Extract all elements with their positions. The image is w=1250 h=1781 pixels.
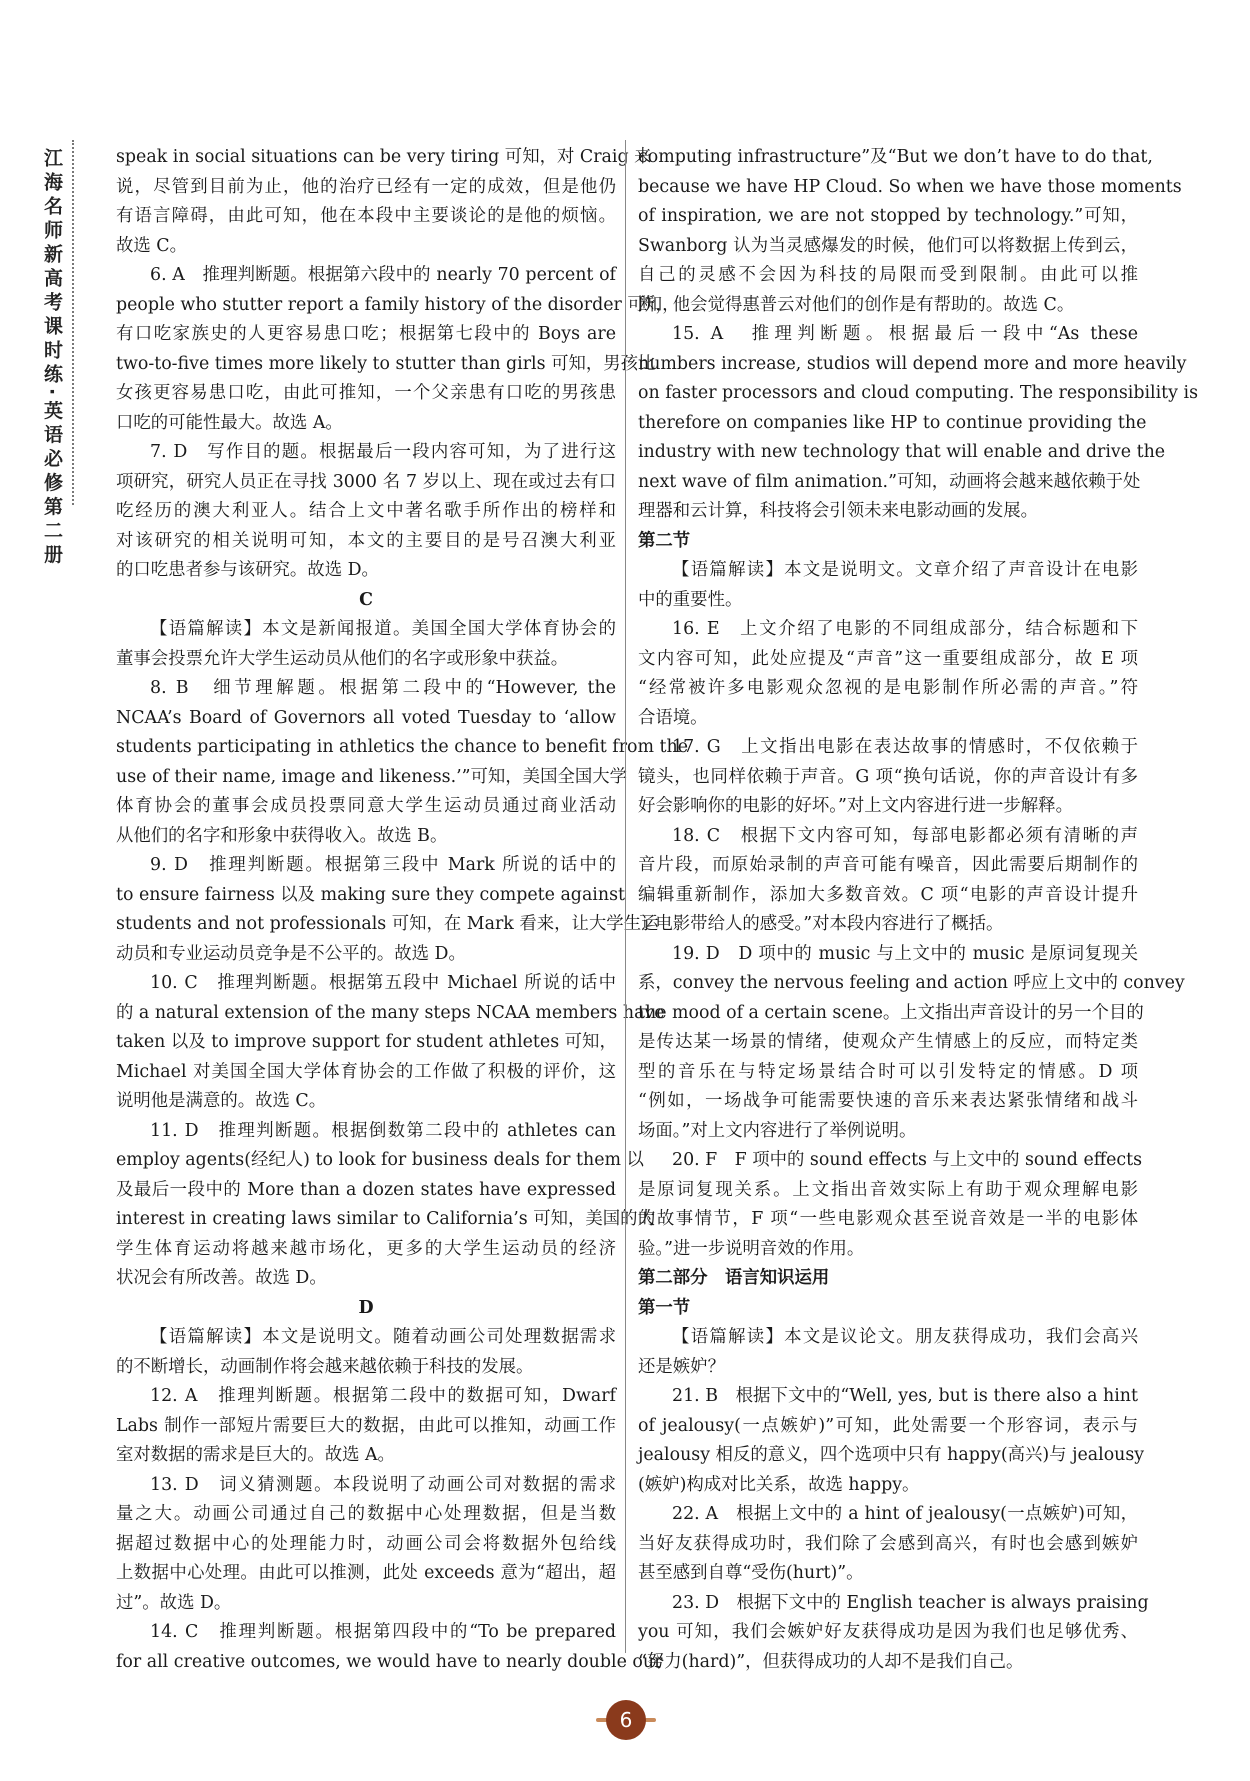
text-line: 断，他会觉得惠普云对他们的创作是有帮助的。故选 C。 xyxy=(638,294,1075,315)
text-line: 上数据中心处理。由此可以推测，此处 exceeds 意为“超出，超 xyxy=(116,1563,616,1583)
text-line: of inspiration, we are not stopped by technology.”可知， xyxy=(638,206,1138,226)
text-line: 有口吃家族史的人更容易患口吃；根据第七段中的 Boys are xyxy=(116,324,616,344)
text-line: 是原词复现关系。上文指出音效实际上有助于观众理解电影 xyxy=(638,1179,1138,1200)
text-line: 21. B 根据下文中的“Well, yes, but is there also a hint xyxy=(672,1386,1138,1406)
text-line: students participating in athletics the chance to benefit from the xyxy=(116,737,689,757)
text-line: industry with new technology that will enable and drive the xyxy=(638,442,1166,462)
page-number: 6 xyxy=(606,1700,646,1740)
text-line: interest in creating laws similar to California’s 可知，美国的大 xyxy=(116,1209,655,1229)
column-divider xyxy=(625,140,626,1653)
text-line: 第二节 xyxy=(638,530,691,551)
text-line: employ agents(经纪人) to look for business deals for them 以 xyxy=(116,1150,644,1170)
text-line: 口吃的可能性最大。故选 A。 xyxy=(116,412,343,433)
text-line: 22. A 根据上文中的 a hint of jealousy(一点嫉妒)可知， xyxy=(672,1504,1138,1524)
text-line: 型的音乐在与特定场景结合时可以引发特定的情感。D 项 xyxy=(638,1061,1138,1082)
text-line: on faster processors and cloud computing. The responsibility is xyxy=(638,383,1198,403)
text-line: 项研究，研究人员正在寻找 3000 名 7 岁以上、现在或过去有口 xyxy=(116,471,616,492)
text-line: numbers increase, studios will depend more and more heavily xyxy=(638,353,1187,374)
text-line: NCAA’s Board of Governors all voted Tuesday to ‘allow xyxy=(116,707,616,728)
text-line: Swanborg 认为当灵感爆发的时候，他们可以将数据上传到云， xyxy=(638,235,1138,256)
text-line: Michael 对美国全国大学体育协会的工作做了积极的评价，这 xyxy=(116,1061,616,1082)
text-line: 自己的灵感不会因为科技的局限而受到限制。由此可以推 xyxy=(638,265,1138,285)
text-line: 董事会投票允许大学生运动员从他们的名字或形象中获益。 xyxy=(116,648,569,669)
text-line: 17. G 上文指出电影在表达故事的情感时，不仅依赖于 xyxy=(672,737,1138,757)
text-line: for all creative outcomes, we would have to nearly double our xyxy=(116,1651,663,1672)
text-line: 中的重要性。 xyxy=(638,589,743,610)
text-line: 15. A 推理判断题。根据最后一段中“As these xyxy=(672,324,1138,344)
text-line: 的故事情节，F 项“一些电影观众甚至说音效是一半的电影体 xyxy=(638,1209,1138,1229)
text-line: 8. B 细节理解题。根据第二段中的“However, the xyxy=(150,678,616,698)
text-line: 状况会有所改善。故选 D。 xyxy=(116,1268,327,1288)
text-line: 了电影带给人的感受。”对本段内容进行了概括。 xyxy=(638,914,1004,934)
text-line: 吃经历的澳大利亚人。结合上文中著名歌手所作出的榜样和 xyxy=(116,501,616,521)
text-line: 7. D 写作目的题。根据最后一段内容可知，为了进行这 xyxy=(150,442,616,462)
text-line: 过”。故选 D。 xyxy=(116,1592,232,1613)
text-line: people who stutter report a family history of the disorder 可知， xyxy=(116,294,680,315)
text-line: D xyxy=(358,1297,374,1318)
side-dotted-rule xyxy=(72,140,74,505)
text-line: 12. A 推理判断题。根据第二段中的数据可知，Dwarf xyxy=(150,1386,616,1406)
text-line: (嫉妒)构成对比关系，故选 happy。 xyxy=(638,1474,920,1495)
text-line: 据超过数据中心的处理能力时，动画公司会将数据外包给线 xyxy=(116,1533,616,1554)
text-line: 从他们的名字和形象中获得收入。故选 B。 xyxy=(116,825,448,846)
text-line: 【语篇解读】本文是说明文。文章介绍了声音设计在电影 xyxy=(672,560,1138,580)
text-line: 6. A 推理判断题。根据第六段中的 nearly 70 percent of xyxy=(150,265,616,285)
text-line: 第一节 xyxy=(638,1297,691,1318)
text-line: use of their name, image and likeness.’”可知，美国全国大学 xyxy=(116,766,628,787)
text-line: 体育协会的董事会成员投票同意大学生运动员通过商业活动 xyxy=(116,796,616,816)
text-line: 有语言障碍，由此可知，他在本段中主要谈论的是他的烦恼。 xyxy=(116,206,616,226)
text-line: 19. D D 项中的 music 与上文中的 music 是原词复现关 xyxy=(672,943,1138,964)
text-line: students and not professionals 可知，在 Mark 看来，让大学生运 xyxy=(116,914,659,934)
text-line: 16. E 上文介绍了电影的不同组成部分，结合标题和下 xyxy=(672,619,1138,639)
text-line: the mood of a certain scene。上文指出声音设计的另一个目的 xyxy=(638,1002,1144,1023)
text-line: 镜头，也同样依赖于声音。G 项“换句话说，你的声音设计有多 xyxy=(638,766,1138,787)
text-line: 故选 C。 xyxy=(116,235,188,256)
text-line: 11. D 推理判断题。根据倒数第二段中的 athletes can xyxy=(150,1120,616,1141)
text-line: 20. F F 项中的 sound effects 与上文中的 sound effects xyxy=(672,1150,1143,1170)
text-line: 动员和专业运动员竞争是不公平的。故选 D。 xyxy=(116,943,466,964)
text-line: of jealousy(一点嫉妒)”可知，此处需要一个形容词，表示与 xyxy=(638,1415,1138,1436)
text-line: 学生体育运动将越来越市场化，更多的大学生运动员的经济 xyxy=(116,1238,616,1259)
text-line: taken 以及 to improve support for student athletes 可知， xyxy=(116,1032,617,1052)
text-line: 合语境。 xyxy=(638,707,708,728)
text-line: 13. D 词义猜测题。本段说明了动画公司对数据的需求 xyxy=(150,1474,616,1495)
text-line: “例如，一场战争可能需要快速的音乐来表达紧张情绪和战斗 xyxy=(638,1091,1138,1111)
text-line: speak in social situations can be very tiring 可知，对 Craig 来 xyxy=(116,147,652,167)
text-line: 文内容可知，此处应提及“声音”这一重要组成部分，故 E 项 xyxy=(638,648,1138,669)
side-title: 江海名师新高考课时练·英语必修第二册 xyxy=(41,148,63,569)
text-line: 好会影响你的电影的好坏。”对上文内容进行进一步解释。 xyxy=(638,796,1073,816)
text-line: 室对数据的需求是巨大的。故选 A。 xyxy=(116,1445,395,1465)
text-line: 系，convey the nervous feeling and action 呼应上文中的 convey xyxy=(638,973,1185,993)
text-line: 23. D 根据下文中的 English teacher is always praising xyxy=(672,1592,1149,1613)
text-line: 【语篇解读】本文是说明文。随着动画公司处理数据需求 xyxy=(150,1327,616,1347)
text-line: Labs 制作一部短片需要巨大的数据，由此可以推知，动画工作 xyxy=(116,1415,616,1436)
text-line: 说，尽管到目前为止，他的治疗已经有一定的成效，但是他仍 xyxy=(116,176,616,197)
text-line: 的口吃患者参与该研究。故选 D。 xyxy=(116,560,379,580)
text-line: 女孩更容易患口吃，由此可推知，一个父亲患有口吃的男孩患 xyxy=(116,383,616,403)
text-line: 【语篇解读】本文是新闻报道。美国全国大学体育协会的 xyxy=(150,619,616,639)
text-line: 编辑重新制作，添加大多数音效。C 项“电影的声音设计提升 xyxy=(638,884,1138,905)
text-line: 18. C 根据下文内容可知，每部电影都必须有清晰的声 xyxy=(672,825,1138,846)
text-line: “努力(hard)”，但获得成功的人却不是我们自己。 xyxy=(638,1651,1024,1672)
text-line: 场面。”对上文内容进行了举例说明。 xyxy=(638,1120,917,1141)
text-line: 量之大。动画公司通过自己的数据中心处理数据，但是当数 xyxy=(116,1504,616,1524)
text-line: two-to-five times more likely to stutter than girls 可知，男孩比 xyxy=(116,353,656,374)
text-line: 理器和云计算，科技将会引领未来电影动画的发展。 xyxy=(638,501,1038,521)
text-line: “经常被许多电影观众忽视的是电影制作所必需的声音。”符 xyxy=(638,678,1138,698)
text-line: 的 a natural extension of the many steps NCAA members have xyxy=(116,1002,665,1023)
text-line: 10. C 推理判断题。根据第五段中 Michael 所说的话中 xyxy=(150,973,616,993)
text-line: therefore on companies like HP to continue providing the xyxy=(638,412,1147,433)
text-line: 说明他是满意的。故选 C。 xyxy=(116,1091,327,1111)
text-line: 还是嫉妒？ xyxy=(638,1356,725,1377)
text-line: computing infrastructure”及“But we don’t have to do that, xyxy=(638,147,1153,167)
text-line: jealousy 相反的意义，四个选项中只有 happy(高兴)与 jealousy xyxy=(638,1445,1145,1465)
text-line: 音片段，而原始录制的声音可能有噪音，因此需要后期制作的 xyxy=(638,855,1138,875)
text-line: next wave of film animation.”可知，动画将会越来越依赖于处 xyxy=(638,471,1141,492)
text-line: 是传达某一场景的情绪，使观众产生情感上的反应，而特定类 xyxy=(638,1032,1138,1052)
text-line: 第二部分 语言知识运用 xyxy=(638,1268,830,1288)
text-line: to ensure fairness 以及 making sure they compete against xyxy=(116,884,625,905)
text-line: 14. C 推理判断题。根据第四段中的“To be prepared xyxy=(150,1622,616,1642)
text-line: 当好友获得成功时，我们除了会感到高兴，有时也会感到嫉妒 xyxy=(638,1533,1138,1554)
text-line: 及最后一段中的 More than a dozen states have expressed xyxy=(116,1179,616,1200)
text-line: C xyxy=(359,589,373,610)
text-line: you 可知，我们会嫉妒好友获得成功是因为我们也足够优秀、 xyxy=(638,1622,1138,1642)
text-line: 的不断增长，动画制作将会越来越依赖于科技的发展。 xyxy=(116,1356,534,1377)
text-line: 甚至感到自尊“受伤(hurt)”。 xyxy=(638,1563,864,1583)
text-line: because we have HP Cloud. So when we have those moments xyxy=(638,176,1182,197)
text-line: 验。”进一步说明音效的作用。 xyxy=(638,1238,865,1259)
text-line: 【语篇解读】本文是议论文。朋友获得成功，我们会高兴 xyxy=(672,1327,1138,1347)
text-line: 9. D 推理判断题。根据第三段中 Mark 所说的话中的 xyxy=(150,855,616,875)
text-line: 对该研究的相关说明可知，本文的主要目的是号召澳大利亚 xyxy=(116,530,616,551)
right-column xyxy=(638,143,1198,1677)
